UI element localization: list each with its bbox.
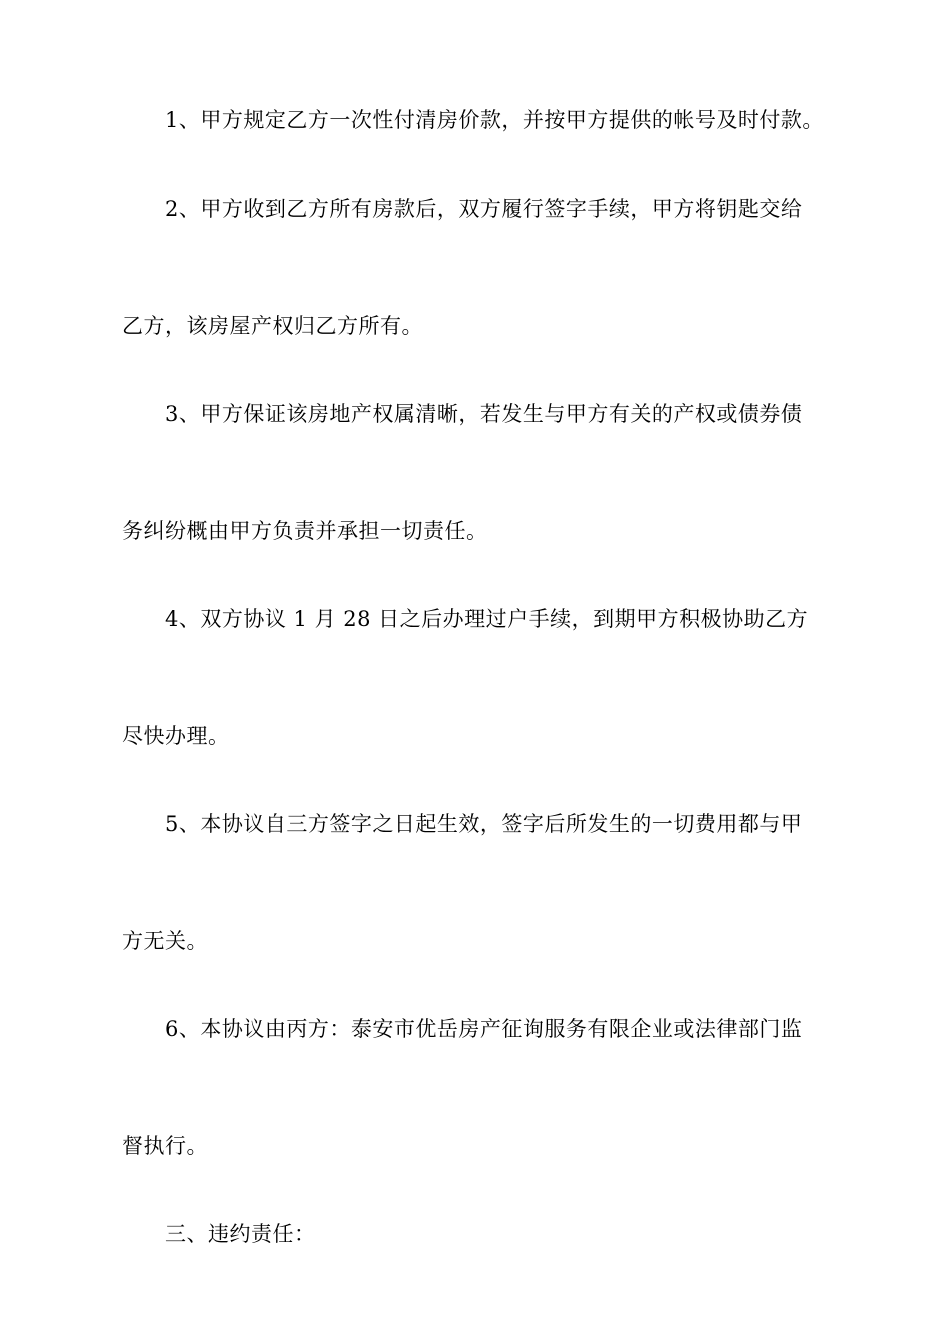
clause-2-line: 2、甲方收到乙方所有房款后，双方履行签字手续，甲方将钥匙交给 — [165, 197, 803, 221]
clause-4-line: 4、双方协议 1 月 28 日之后办理过户手续，到期甲方积极协助乙方 — [165, 607, 809, 631]
clause-3-line: 3、甲方保证该房地产权属清晰，若发生与甲方有关的产权或债券债 — [165, 402, 803, 426]
clause-6-continuation: 督执行。 — [122, 1134, 208, 1158]
clause-5-continuation: 方无关。 — [122, 929, 208, 953]
clause-4-continuation: 尽快办理。 — [122, 724, 230, 748]
clause-5-line: 5、本协议自三方签字之日起生效，签字后所发生的一切费用都与甲 — [165, 812, 803, 836]
clause-6-line: 6、本协议由丙方：泰安市优岳房产征询服务有限企业或法律部门监 — [165, 1017, 803, 1041]
clause-1-line: 1、甲方规定乙方一次性付清房价款，并按甲方提供的帐号及时付款。 — [165, 108, 824, 132]
clause-3-continuation: 务纠纷概由甲方负责并承担一切责任。 — [122, 519, 488, 543]
section-heading-breach: 三、违约责任： — [165, 1222, 316, 1246]
clause-2-continuation: 乙方，该房屋产权归乙方所有。 — [122, 314, 423, 338]
